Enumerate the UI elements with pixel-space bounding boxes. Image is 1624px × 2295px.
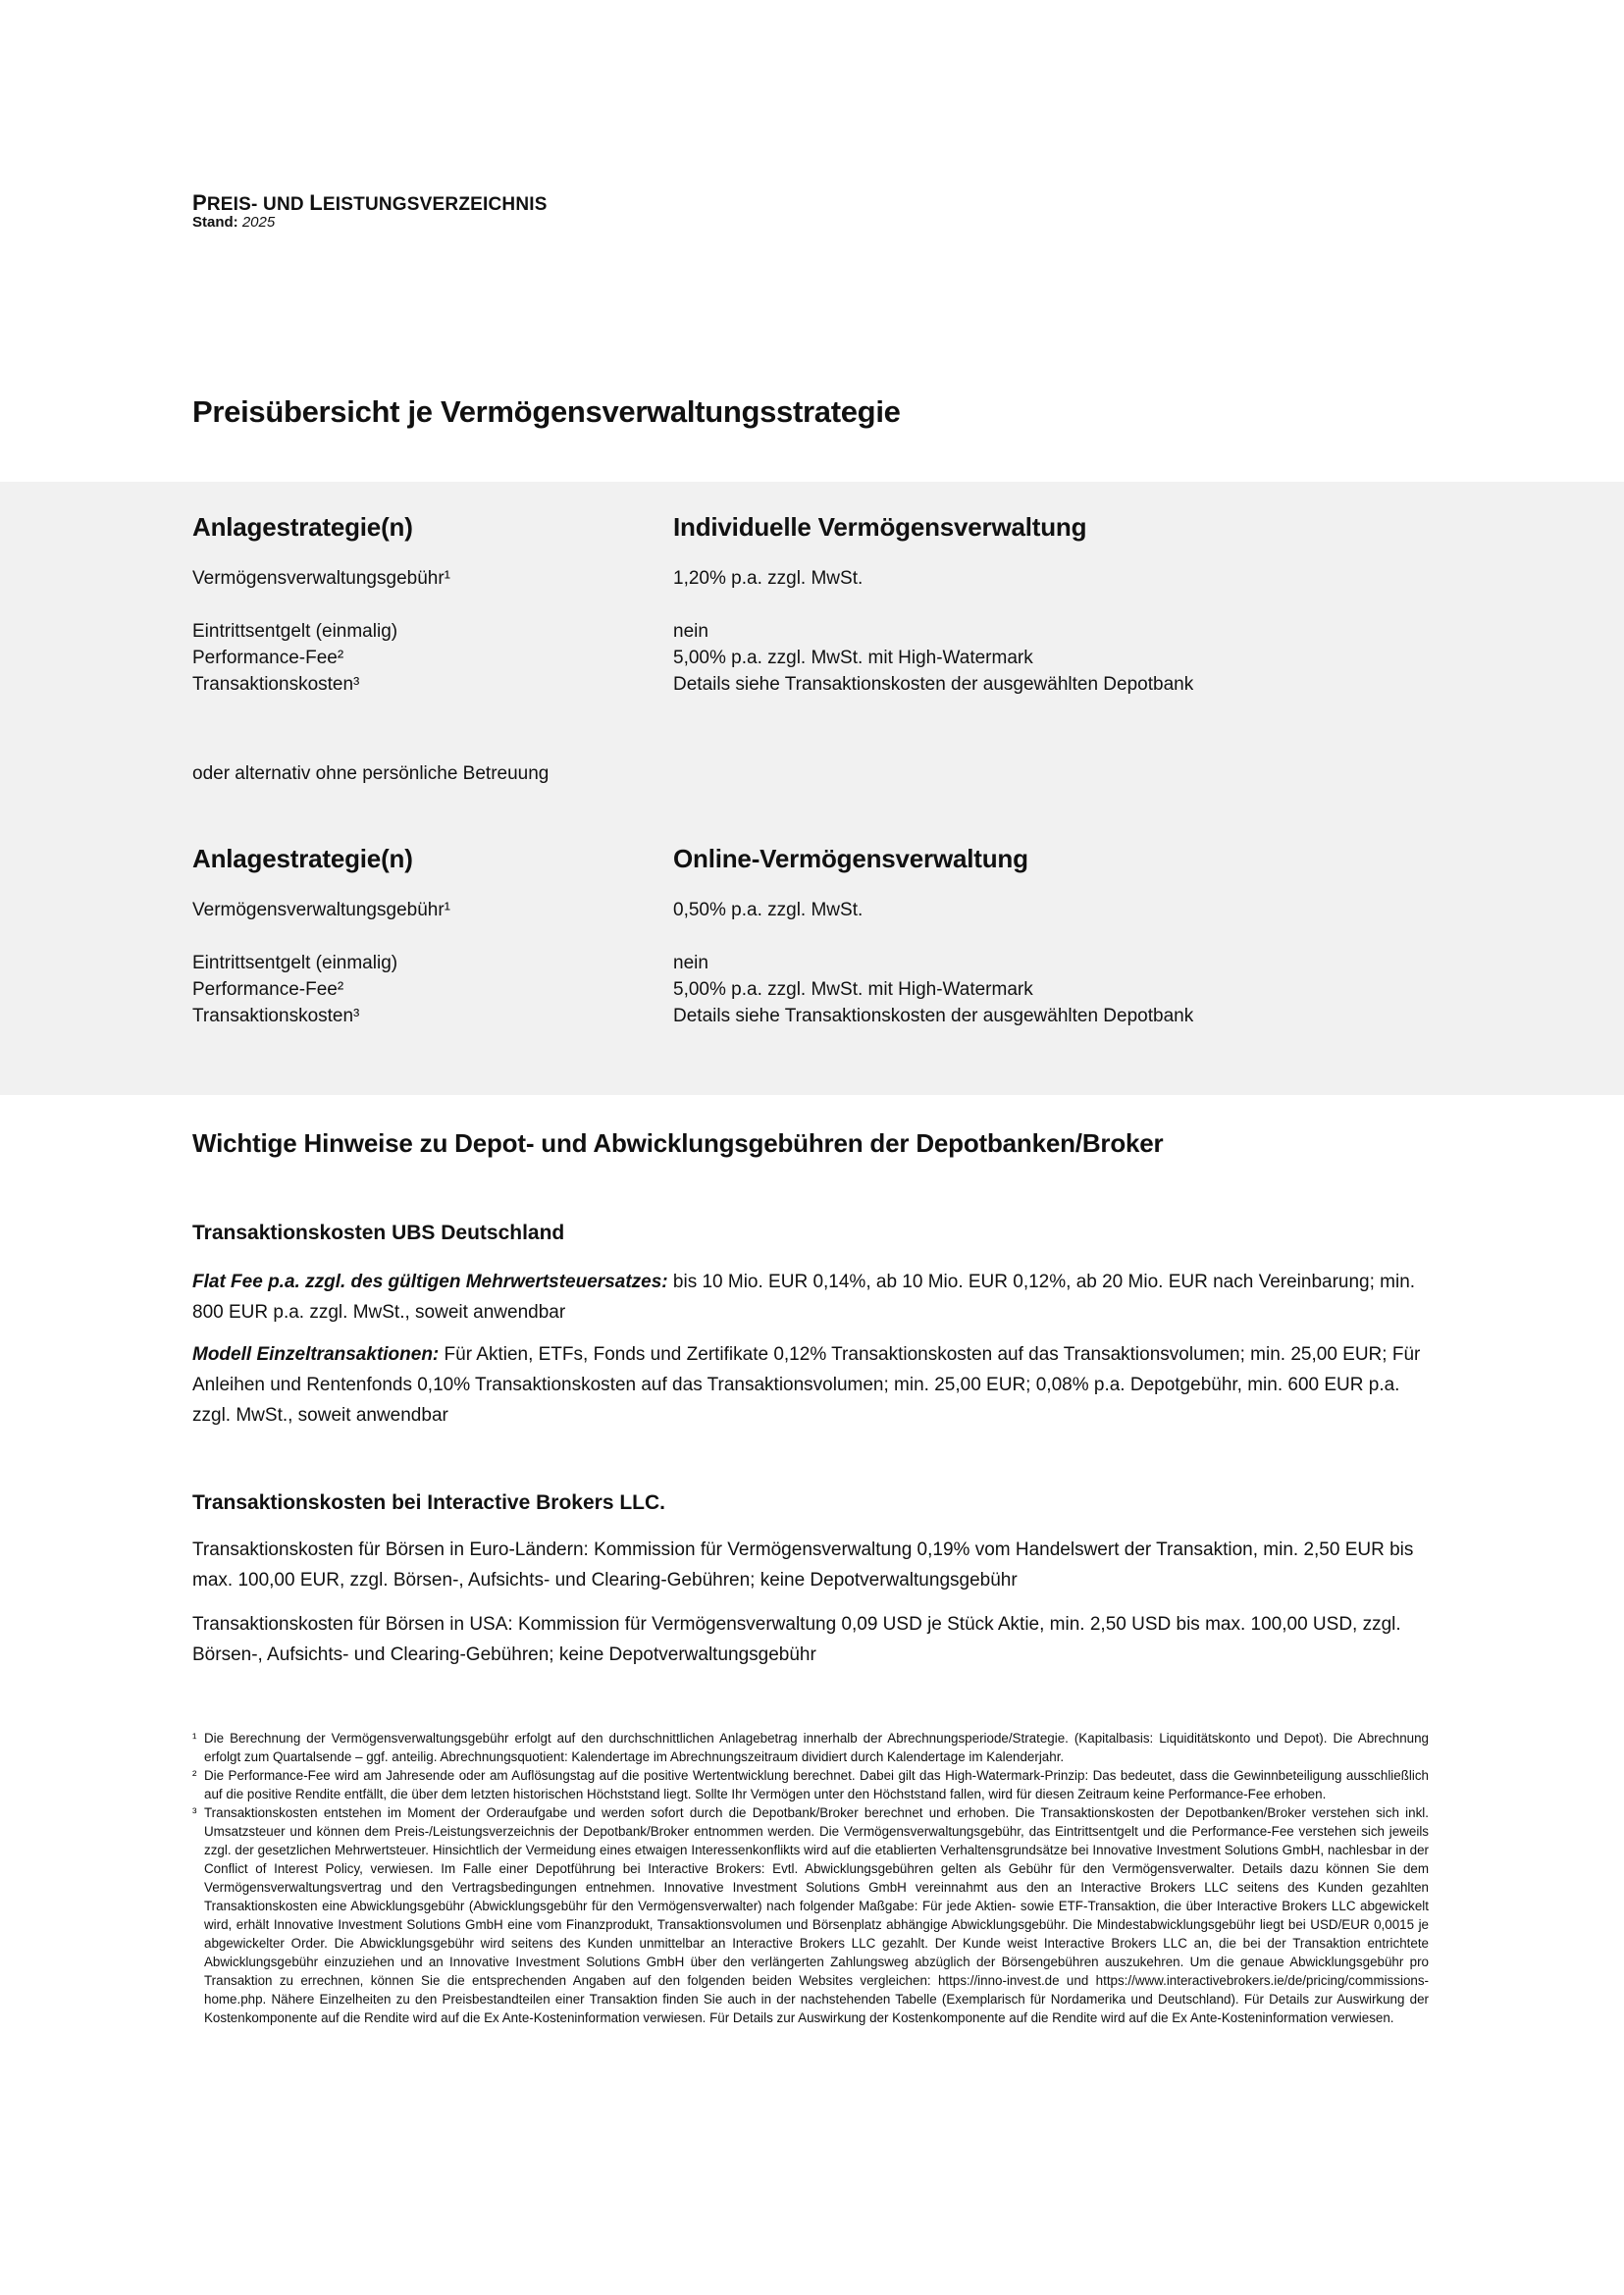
price-row: Eintrittsentgelt (einmalig) nein xyxy=(192,953,708,973)
strategy-label: Anlagestrategie(n) xyxy=(192,844,413,873)
strategy-name: Individuelle Vermögensverwaltung xyxy=(673,512,1087,542)
hints-heading: Wichtige Hinweise zu Depot- und Abwicklungsgebühren der Depotbanken/Broker xyxy=(192,1128,1164,1158)
document-date: Stand: 2025 xyxy=(192,214,276,231)
ubs-single-transactions: Modell Einzeltransaktionen: Für Aktien, ETFs, Fonds und Zertifikate 0,12% Transaktionskosten auf das Transaktionsvolumen; min. 25,00 EUR; Für Anleihen und Rentenfonds 0,10% Transaktionskosten auf das Transaktionsvolumen; min. 25,00 EUR; 0,08% p.a. Depotgebühr, min. 600 EUR p.a. zzgl. MwSt., soweit anwendbar xyxy=(192,1344,1421,1426)
footnote-3: ³ Transaktionskosten entstehen im Moment der Orderaufgabe und werden sofort durch die Depotbank/Broker berechnet und erhoben. Die Transaktionskosten der Depotbanken/Broker verstehen sich inkl. Umsatzsteuer und können dem Preis-/Leistungsverzeichnis der Depotbank/Broker entnommen werden. Die Vermögensverwaltungsgebühr, das Eintrittsentgelt und die Performance-Fee verstehen sich jeweils zzgl. der gesetzlichen Mehrwertsteuer. Hinsichtlich der Vermeidung eines etwaigen Interessenkonflikts wird auf die etablierten Verhaltensgrundsätze bei Innovative Investment Solutions GmbH, nachlesbar in der Conflict of Interest Policy, verwiesen. Im Falle einer Depotführung bei Interactive Brokers: Evtl. Abwicklungsgebühren gelten als Gebühr für den Vermögensverwalter. Details dazu können Sie dem Vermögensverwaltungsvertrag und den Vertragsbedingungen entnehmen. Innovative Investment Solutions GmbH vereinnahmt aus den an Interactive Brokers LLC seitens des Kunden gezahlten Transaktionskosten eine Abwicklungsgebühr (Abwicklungsgebühr für den Vermögensverwalter) nach folgender Maßgabe: Für jede Aktien- sowie ETF-Transaktion, die über Interactive Brokers LLC abgewickelt wird, erhält Innovative Investment Solutions GmbH eine vom Finanzprodukt, Transaktionsvolumen und Börsenplatz abhängige Abwicklungsgebühr. Die Mindestabwicklungsgebühr liegt bei USD/EUR 0,0015 je abgewickelter Order. Die Abwicklungsgebühr wird seitens des Kunden unmittelbar an Interactive Brokers LLC gezahlt. Der Kunde weist Interactive Brokers LLC an, die bei der Transaktion entrichtete Abwicklungsgebühr einzuziehen und an Innovative Investment Solutions GmbH über den verlängerten Zahlungsweg abzüglich der Börsengebühren auszukehren. Um die genaue Abwicklungsgebühr pro Transaktion zu errechnen, können Sie die entsprechenden Angaben auf den folgenden beiden Websites vergleichen: https://inno-invest.de und https://www.interactivebrokers.ie/de/pricing/commissions-home.php. Nähere Einzelheiten zu den Preisbestandteilen einer Transaktion finden Sie auch in der nachstehenden Tabelle (Exemplarisch für Nordamerika und Deutschland). Für Details zur Auswirkung der Kostenkomponente auf die Rendite wird auf die Ex Ante-Kosteninformation verwiesen. Für Details zur Auswirkung der Kostenkomponente auf die Rendite wird auf die Ex Ante-Kosteninformation verwiesen. xyxy=(192,1805,1429,2025)
ubs-heading: Transaktionskosten UBS Deutschland xyxy=(192,1222,565,1244)
ubs-flat-fee: Flat Fee p.a. zzgl. des gültigen Mehrwertsteuersatzes: bis 10 Mio. EUR 0,14%, ab 10 Mio. EUR 0,12%, ab 20 Mio. EUR nach Vereinbarung; min. 800 EUR p.a. zzgl. MwSt., soweit anwendbar xyxy=(192,1272,1416,1323)
footnote-1: ¹ Die Berechnung der Vermögensverwaltungsgebühr erfolgt auf den durchschnittlichen Anlagebetrag innerhalb der Abrechnungsperiode/Strategie. (Kapitalbasis: Liquiditätskonto und Depot). Die Abrechnung erfolgt zum Quartalsende – ggf. anteilig. Abrechnungsquotient: Kalendertage im Abrechnungszeitraum dividiert durch Kalendertage im Kalenderjahr. xyxy=(192,1731,1429,1764)
strategy-online xyxy=(192,844,1468,1029)
price-row: Eintrittsentgelt (einmalig) nein xyxy=(192,621,708,642)
price-row: Transaktionskosten³ Details siehe Transaktionskosten der ausgewählten Depotbank xyxy=(192,1006,1194,1026)
price-row: Performance-Fee² 5,00% p.a. zzgl. MwSt. mit High-Watermark xyxy=(192,979,1033,1000)
price-row: Performance-Fee² 5,00% p.a. zzgl. MwSt. mit High-Watermark xyxy=(192,648,1033,668)
footnote-2: ² Die Performance-Fee wird am Jahresende oder am Auflösungstag auf die positive Wertentwicklung berechnet. Dabei gilt das High-Watermark-Prinzip: Das bedeutet, dass die Gewinnbeteiligung ausschließlich auf die positive Rendite entfällt, die über dem letzten historischen Höchststand liegt. Sollte Ihr Vermögen unter den Höchststand fallen, wird für diesen Zeitraum keine Performance-Fee erhoben. xyxy=(192,1768,1429,1801)
ib-heading: Transaktionskosten bei Interactive Brokers LLC. xyxy=(192,1491,665,1514)
footnotes xyxy=(192,1729,1429,2027)
page-title: Preisübersicht je Vermögensverwaltungsstrategie xyxy=(192,394,901,429)
strategy-name: Online-Vermögensverwaltung xyxy=(673,844,1028,873)
document-title: PREIS- UND LEISTUNGSVERZEICHNIS xyxy=(192,190,548,215)
strategy-individual xyxy=(192,512,1468,698)
price-row: Vermögensverwaltungsgebühr¹ 0,50% p.a. zzgl. MwSt. xyxy=(192,900,864,920)
ib-usa-costs: Transaktionskosten für Börsen in USA: Kommission für Vermögensverwaltung 0,09 USD je Stück Aktie, min. 2,50 USD bis max. 100,00 USD, zzgl. Börsen-, Aufsichts- und Clearing-Gebühren; keine Depotverwaltungsgebühr xyxy=(192,1614,1401,1665)
price-row: Vermögensverwaltungsgebühr¹ 1,20% p.a. zzgl. MwSt. xyxy=(192,568,864,589)
alternative-note: oder alternativ ohne persönliche Betreuung xyxy=(192,763,550,784)
strategy-label: Anlagestrategie(n) xyxy=(192,512,413,542)
price-row: Transaktionskosten³ Details siehe Transaktionskosten der ausgewählten Depotbank xyxy=(192,674,1194,695)
ib-euro-costs: Transaktionskosten für Börsen in Euro-Ländern: Kommission für Vermögensverwaltung 0,19% vom Handelswert der Transaktion, min. 2,50 EUR bis max. 100,00 EUR, zzgl. Börsen-, Aufsichts- und Clearing-Gebühren; keine Depotverwaltungsgebühr xyxy=(192,1539,1414,1591)
